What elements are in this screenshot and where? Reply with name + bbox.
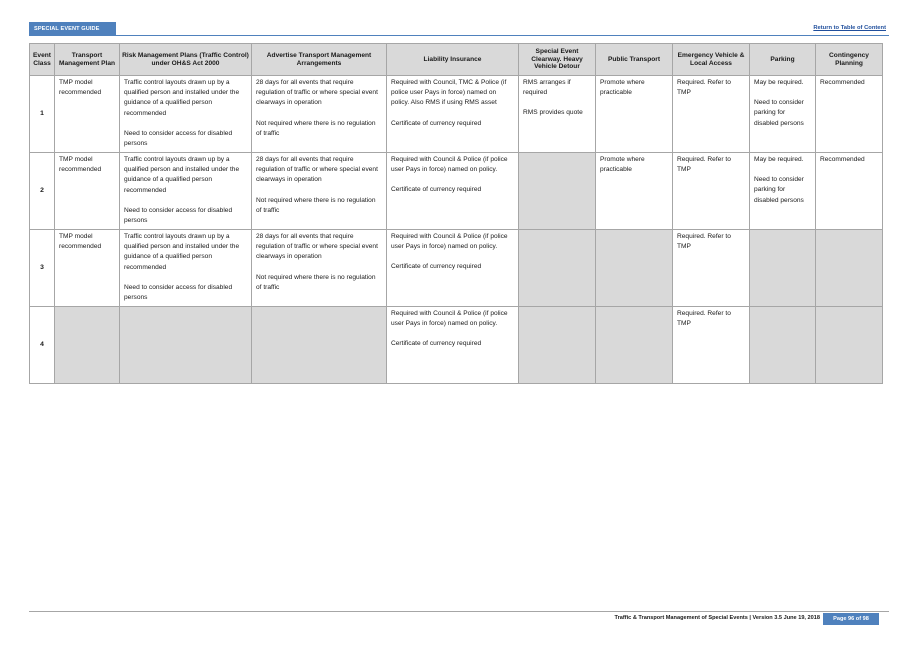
- cell-text: Required with Council, TMC & Police (if police user Pays in force) named on policy. Also RMS if using RMS asset: [391, 79, 507, 107]
- cell-text: May be required.: [754, 156, 804, 163]
- col-header-clearway: Special Event Clearway. Heavy Vehicle Detour: [519, 44, 596, 76]
- cell-text: Required. Refer to TMP: [677, 233, 731, 251]
- event-class-cell: 4: [30, 307, 55, 384]
- cell-public-transport: [596, 153, 673, 230]
- col-header-contingency: Contingency Planning: [816, 44, 883, 76]
- cell-text: May be required.: [754, 79, 804, 86]
- cell-text: Recommended: [820, 79, 865, 86]
- paragraph-gap: [391, 252, 514, 262]
- cell-text: 28 days for all events that require regulation of traffic or where special event clearways in operation: [256, 79, 378, 107]
- paragraph-gap: [124, 119, 247, 129]
- cell-emergency: [673, 230, 750, 307]
- section-tag: SPECIAL EVENT GUIDE: [29, 22, 116, 35]
- cell-text: Not required where there is no regulation of traffic: [256, 273, 376, 291]
- event-class-cell: 1: [30, 76, 55, 153]
- cell-text: Required with Council & Police (if police user Pays in force) named on policy.: [391, 233, 508, 251]
- paragraph-gap: [391, 109, 514, 119]
- cell-risk: [120, 153, 252, 230]
- cell-text: Recommended: [820, 156, 865, 163]
- cell-text: Traffic control layouts drawn up by a qualified person and installed under the guidance of a qualified person recommended: [124, 156, 240, 194]
- cell-contingency: [816, 76, 883, 153]
- cell-contingency: [816, 307, 883, 384]
- cell-advertise: [252, 230, 387, 307]
- header-divider: [29, 35, 889, 36]
- cell-tmp: [55, 76, 120, 153]
- cell-contingency: [816, 230, 883, 307]
- paragraph-gap: [256, 263, 382, 273]
- cell-tmp: [55, 153, 120, 230]
- cell-emergency: [673, 76, 750, 153]
- paragraph-gap: [523, 98, 591, 108]
- paragraph-gap: [754, 165, 811, 175]
- event-class-table: [29, 43, 883, 384]
- table-row: [30, 76, 883, 153]
- cell-clearway: [519, 307, 596, 384]
- cell-text: TMP model recommended: [59, 233, 102, 251]
- cell-text: Traffic control layouts drawn up by a qualified person and installed under the guidance of a qualified person recommended: [124, 233, 240, 271]
- cell-parking: [750, 76, 816, 153]
- cell-text: Need to consider access for disabled persons: [124, 206, 233, 225]
- paragraph-gap: [256, 109, 382, 119]
- paragraph-gap: [256, 186, 382, 196]
- cell-text: Need to consider access for disabled persons: [124, 283, 233, 302]
- cell-parking: [750, 230, 816, 307]
- cell-text: Required. Refer to TMP: [677, 156, 731, 174]
- cell-text: RMS provides quote: [523, 109, 583, 117]
- footer-document-title: Traffic & Transport Management of Special Events | Version 3.5 June 19, 2018: [614, 615, 820, 621]
- cell-liability: [387, 76, 519, 153]
- return-to-toc-link[interactable]: Return to Table of Content: [813, 25, 886, 31]
- paragraph-gap: [124, 196, 247, 206]
- cell-text: TMP model recommended: [59, 79, 102, 97]
- cell-public-transport: [596, 230, 673, 307]
- paragraph-gap: [391, 175, 514, 185]
- cell-tmp: [55, 230, 120, 307]
- cell-liability: [387, 153, 519, 230]
- cell-clearway: [519, 230, 596, 307]
- cell-contingency: [816, 153, 883, 230]
- cell-clearway: [519, 76, 596, 153]
- paragraph-gap: [391, 329, 514, 339]
- cell-text: 28 days for all events that require regulation of traffic or where special event clearways in operation: [256, 233, 378, 261]
- cell-text: Certificate of currency required: [391, 263, 482, 271]
- col-header-emergency: Emergency Vehicle & Local Access: [673, 44, 750, 76]
- cell-public-transport: [596, 307, 673, 384]
- table-row: [30, 153, 883, 230]
- cell-text: Need to consider access for disabled persons: [124, 129, 233, 148]
- table-body: [30, 76, 883, 384]
- cell-public-transport: [596, 76, 673, 153]
- cell-text: Need to consider parking for disabled persons: [754, 176, 804, 204]
- cell-emergency: [673, 153, 750, 230]
- cell-risk: [120, 230, 252, 307]
- cell-text: RMS arranges if required: [523, 79, 571, 97]
- cell-advertise: [252, 153, 387, 230]
- cell-text: Required. Refer to TMP: [677, 79, 731, 97]
- cell-liability: [387, 230, 519, 307]
- paragraph-gap: [754, 88, 811, 98]
- cell-text: Promote where practicable: [600, 79, 645, 97]
- col-header-risk: Risk Management Plans (Traffic Control) under OH&S Act 2000: [120, 44, 252, 76]
- col-header-liability: Liability Insurance: [387, 44, 519, 76]
- col-header-tmp: Transport Management Plan: [55, 44, 120, 76]
- cell-text: 28 days for all events that require regulation of traffic or where special event clearways in operation: [256, 156, 378, 184]
- col-header-event-class: Event Class: [30, 44, 55, 76]
- cell-risk: [120, 307, 252, 384]
- cell-text: Traffic control layouts drawn up by a qualified person and installed under the guidance of a qualified person recommended: [124, 79, 240, 117]
- paragraph-gap: [124, 273, 247, 283]
- cell-text: Need to consider parking for disabled persons: [754, 99, 804, 127]
- cell-text: Not required where there is no regulation of traffic: [256, 119, 376, 137]
- table-header-row: [30, 44, 883, 76]
- cell-text: Required. Refer to TMP: [677, 310, 731, 328]
- page-number-badge: Page 96 of 98: [823, 613, 879, 625]
- cell-advertise: [252, 76, 387, 153]
- cell-text: Promote where practicable: [600, 156, 645, 174]
- cell-text: TMP model recommended: [59, 156, 102, 174]
- event-class-cell: 2: [30, 153, 55, 230]
- col-header-advertise: Advertise Transport Management Arrangements: [252, 44, 387, 76]
- col-header-parking: Parking: [750, 44, 816, 76]
- cell-tmp: [55, 307, 120, 384]
- col-header-public-transport: Public Transport: [596, 44, 673, 76]
- table-row: [30, 307, 883, 384]
- cell-emergency: [673, 307, 750, 384]
- cell-liability: [387, 307, 519, 384]
- cell-text: Required with Council & Police (if police user Pays in force) named on policy.: [391, 310, 508, 328]
- cell-text: Certificate of currency required: [391, 186, 482, 194]
- cell-text: Not required where there is no regulation of traffic: [256, 196, 376, 214]
- cell-parking: [750, 153, 816, 230]
- table-row: [30, 230, 883, 307]
- cell-clearway: [519, 153, 596, 230]
- footer-divider: [29, 611, 889, 612]
- cell-text: Certificate of currency required: [391, 340, 482, 348]
- cell-advertise: [252, 307, 387, 384]
- event-class-cell: 3: [30, 230, 55, 307]
- cell-risk: [120, 76, 252, 153]
- cell-parking: [750, 307, 816, 384]
- cell-text: Required with Council & Police (if police user Pays in force) named on policy.: [391, 156, 508, 174]
- cell-text: Certificate of currency required: [391, 119, 482, 127]
